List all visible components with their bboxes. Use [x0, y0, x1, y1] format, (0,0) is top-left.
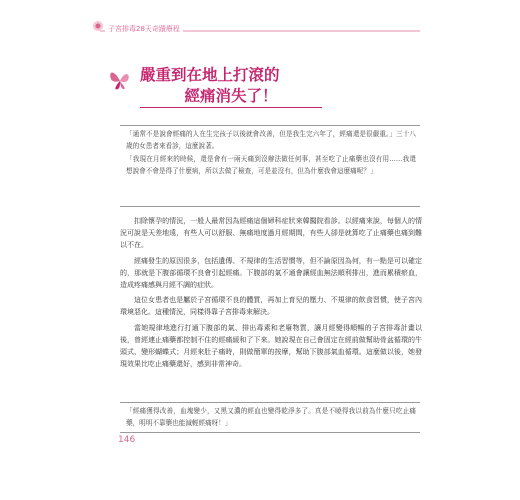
closing-quote-paragraph: 「經痛獲得改善，血塊變少，又黑又濃的經血也變得乾淨多了。真是不曉得我以前為什麼只吃止痛藥，明明不靠藥也能減輕經痛呀！」 [126, 407, 416, 427]
body-paragraph: 當她規律地進行打通下腹部的氣、排出毒素和老廢物質，讓月經變得順暢的子宮排毒計畫以後，曾經連止痛藥都控制不住的經痛緩和了下來。她說現在自己會固定在經前做幫助骨盆循環的牛頭式、變形蝴蝶式；月經來肚子痛時，則做簡單的按摩，幫助下腹部氣血循環。這麼做以後，她發現效果比吃止痛藥還好，感到非常神奇。 [120, 323, 422, 369]
butterfly-icon [108, 67, 132, 93]
headline [140, 64, 322, 108]
opening-quote [126, 129, 416, 179]
body-paragraph: 這位女患者也是屬於子宮循環不良的體質，再加上育兒的壓力、不規律的飲食習慣，使子宮內環境惡化。這種情況，同樣得靠子宮排毒來解決。 [120, 296, 422, 317]
quote-top-rule [120, 125, 420, 126]
opening-quote-paragraph: 「通常不是說會經痛的人在生完孩子以後就會改善，但是我生完六年了，經痛還是很嚴重。」三十八歲的女患者來看診，這麼說著。 [126, 130, 416, 150]
body-text [120, 215, 422, 373]
body-paragraph: 經痛發生的原因很多，包括遺傳、不規律的生活習慣等，但不論原因為何，有一點是可以確定的，那就是下腹部循環不良會引起經痛。下腹部的氣不通會讓經血無法順利排出，進而累積瘀血，造成疼痛感與月經不調的症狀。 [120, 256, 422, 290]
headline-line-2: 經痛消失了！ [140, 85, 322, 108]
opening-quote-paragraph: 「我現在月經來的時候，還是會有一兩天痛到沒辦法做任何事，甚至吃了止痛藥也沒有用……我還想說會不會是得了什麼病，所以去做了檢查，可是並沒有，但為什麼我會這麼痛呢？」 [126, 155, 416, 175]
body-paragraph: 扣除懷孕的情況，一般人最常因為經痛這個婦科症狀來韓醫院看診。以經痛來說，每個人的情況可說是天差地遠，有些人可以舒服、無痛地度過月經期間，有些人卻是就算吃了止痛藥也痛到難以不在。 [120, 217, 422, 250]
closing-quote-top-rule [120, 402, 420, 403]
closing-quote-bottom-rule [120, 432, 420, 433]
quote-bottom-rule [120, 206, 420, 207]
headline-line-1: 嚴重到在地上打滾的 [140, 65, 280, 84]
closing-quote [126, 406, 416, 431]
chapter-icon [92, 20, 104, 32]
book-title: 子宮排毒28天奇蹟療程 [105, 24, 183, 34]
page-number: 146 [118, 435, 136, 445]
